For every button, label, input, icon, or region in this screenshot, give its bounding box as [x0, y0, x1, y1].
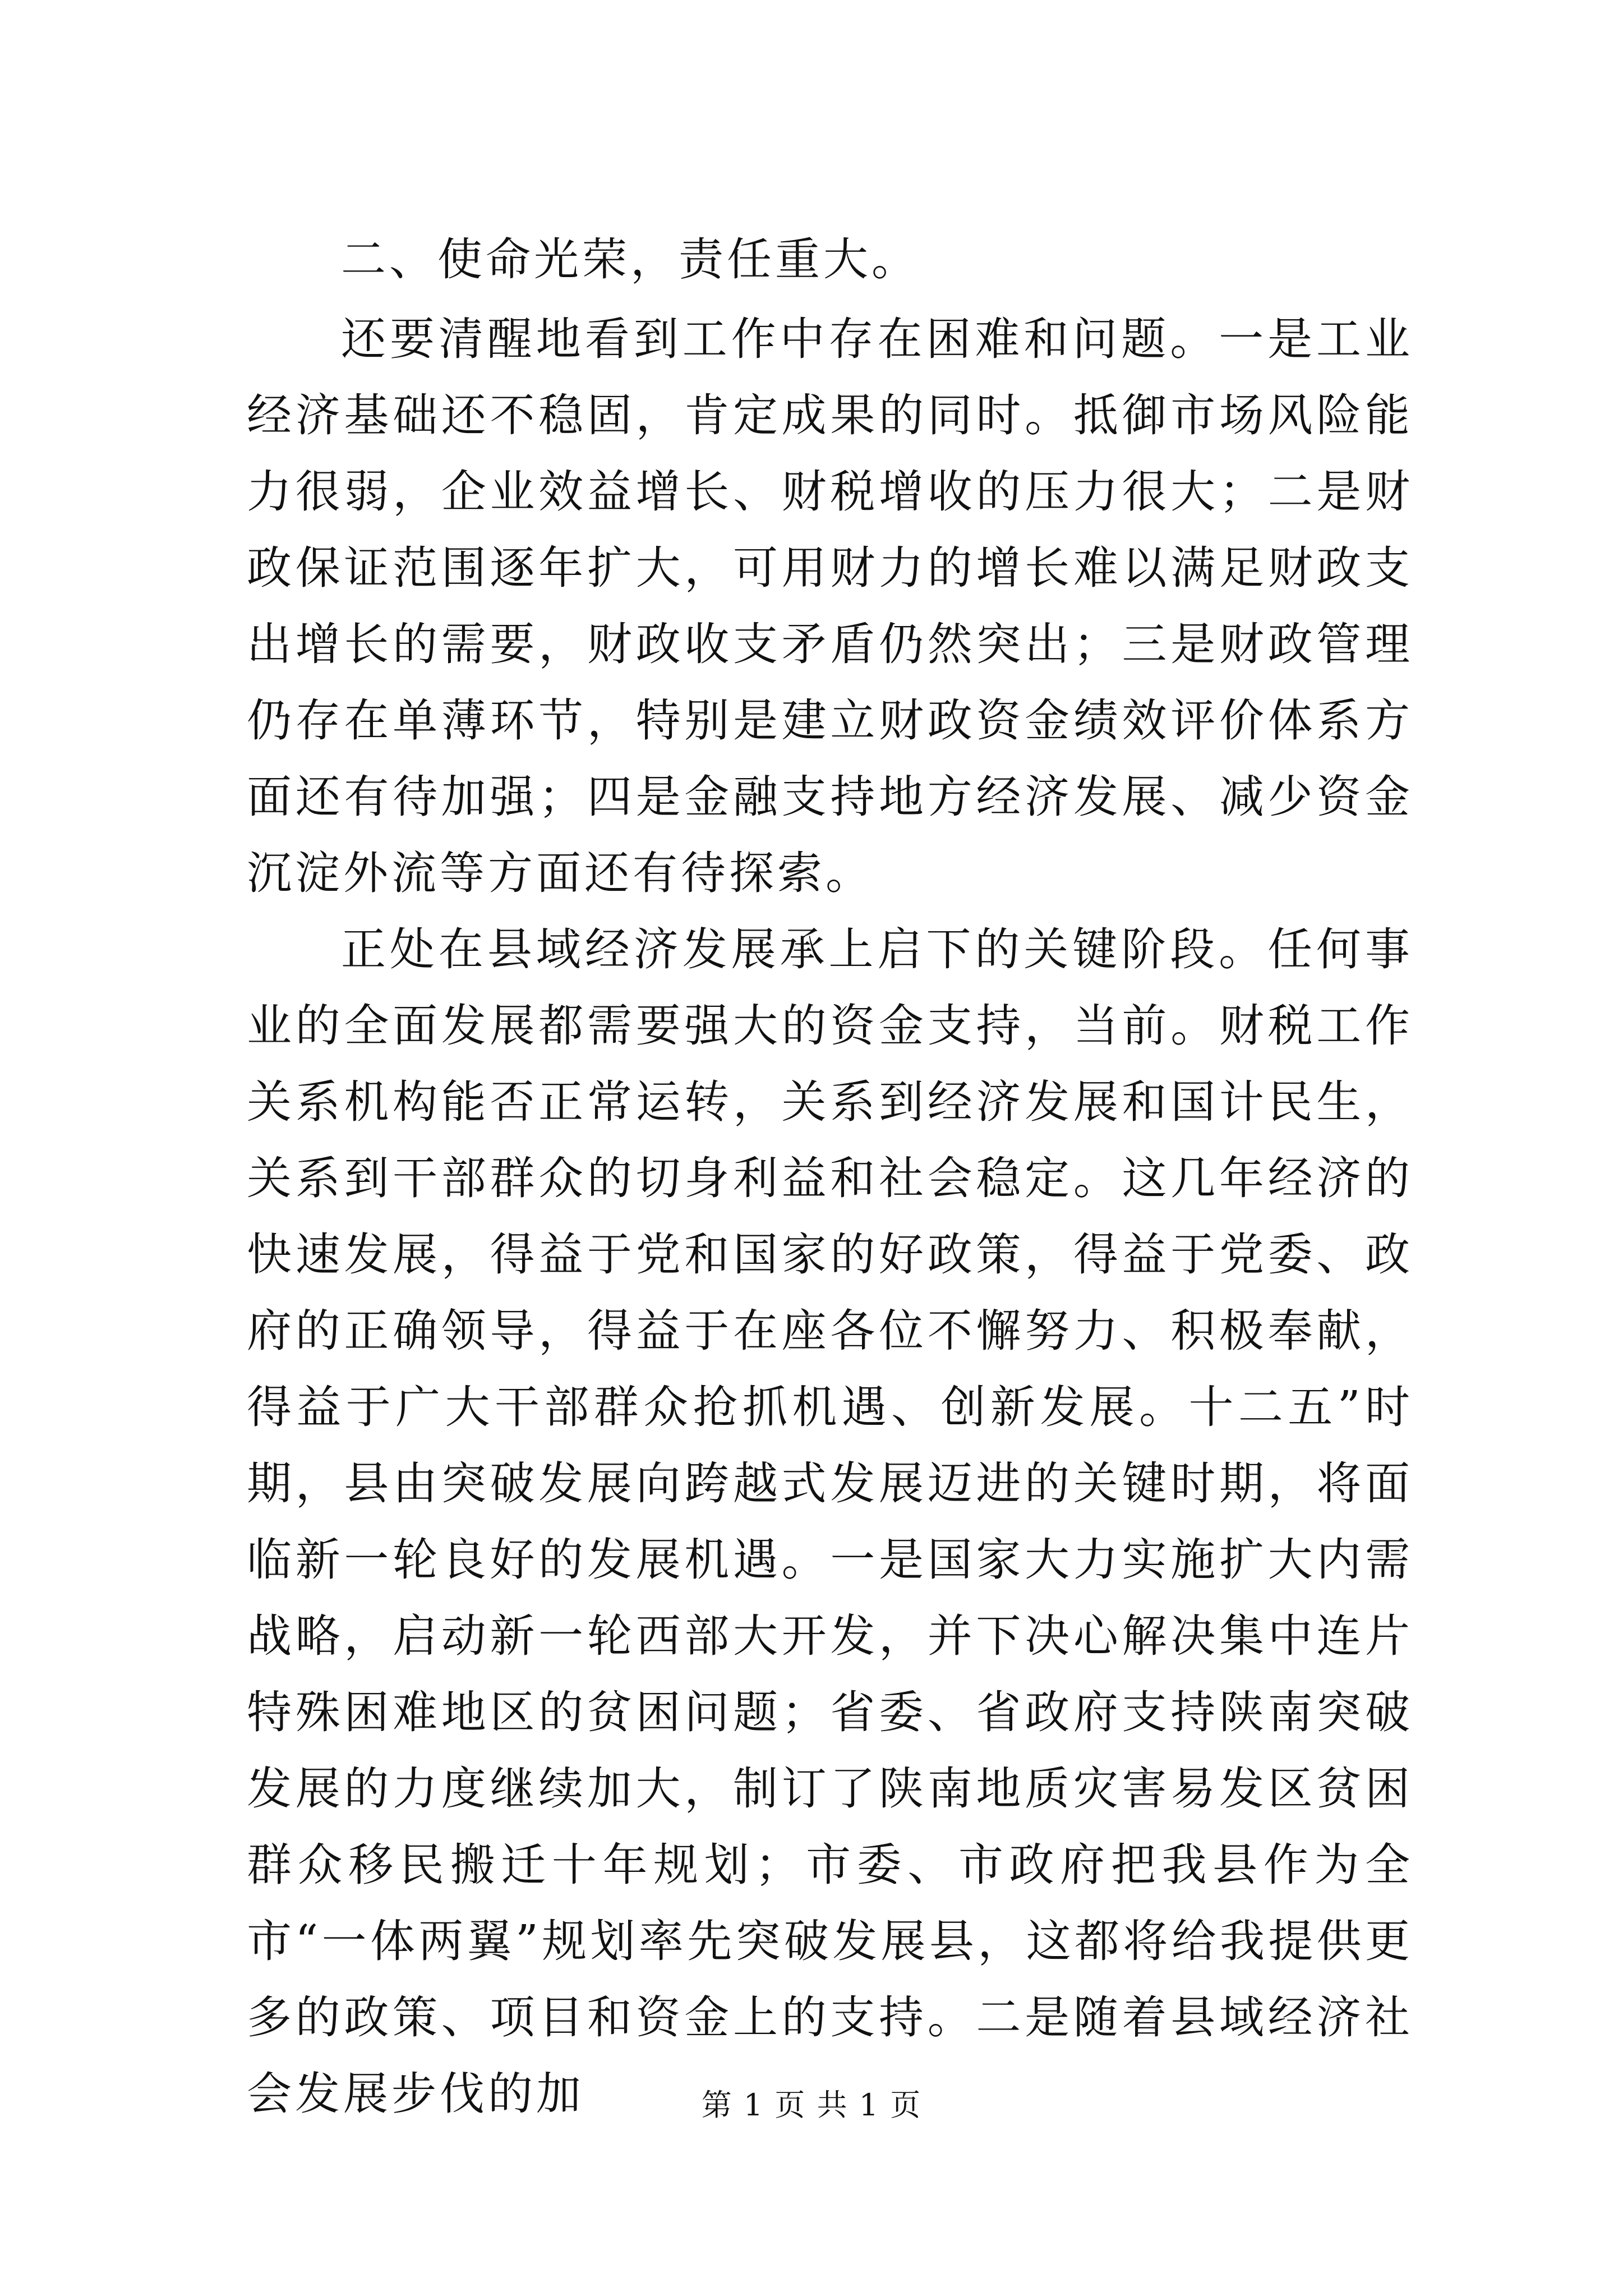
page-number-footer: 第 1 页 共 1 页 [701, 2087, 922, 2123]
paragraph-development-stage: 正处在县域经济发展承上启下的关键阶段。任何事业的全面发展都需要强大的资金支持，当前。财税工作关系机构能否正常运转，关系到经济发展和国计民生，关系到干部群众的切身利益和社会稳定。这几年经济的快速发展，得益于党和国家的好政策，得益于党委、政府的正确领导，得益于在座各位不懈努力、积极奉献，得益于广大干部群众抢抓机遇、创新发展。十二五”时期，县由突破发展向跨越式发展迈进的关键时期，将面临新一轮良好的发展机遇。一是国家大力实施扩大内需战略，启动新一轮西部大开发，并下决心解决集中连片特殊困难地区的贫困问题；省委、省政府支持陕南突破发展的力度继续加大，制订了陕南地质灾害易发区贫困群众移民搬迁十年规划；市委、市政府把我县作为全市“一体两翼”规划率先突破发展县，这都将给我提供更多的政策、项目和资金上的支持。二是随着县域经济社会发展步伐的加 [247, 923, 1413, 2120]
section-heading: 二、使命光荣，责任重大。 [341, 233, 920, 286]
document-body [247, 222, 1413, 2132]
paragraph-problems: 还要清醒地看到工作中存在困难和问题。一是工业经济基础还不稳固，肯定成果的同时。抵御市场风险能力很弱，企业效益增长、财税增收的压力很大；二是财政保证范围逐年扩大，可用财力的增长难以满足财政支出增长的需要，财政收支矛盾仍然突出；三是财政管理仍存在单薄环节，特别是建立财政资金绩效评价体系方面还有待加强；四是金融支持地方经济发展、减少资金沉淀外流等方面还有待探索。 [247, 313, 1413, 899]
